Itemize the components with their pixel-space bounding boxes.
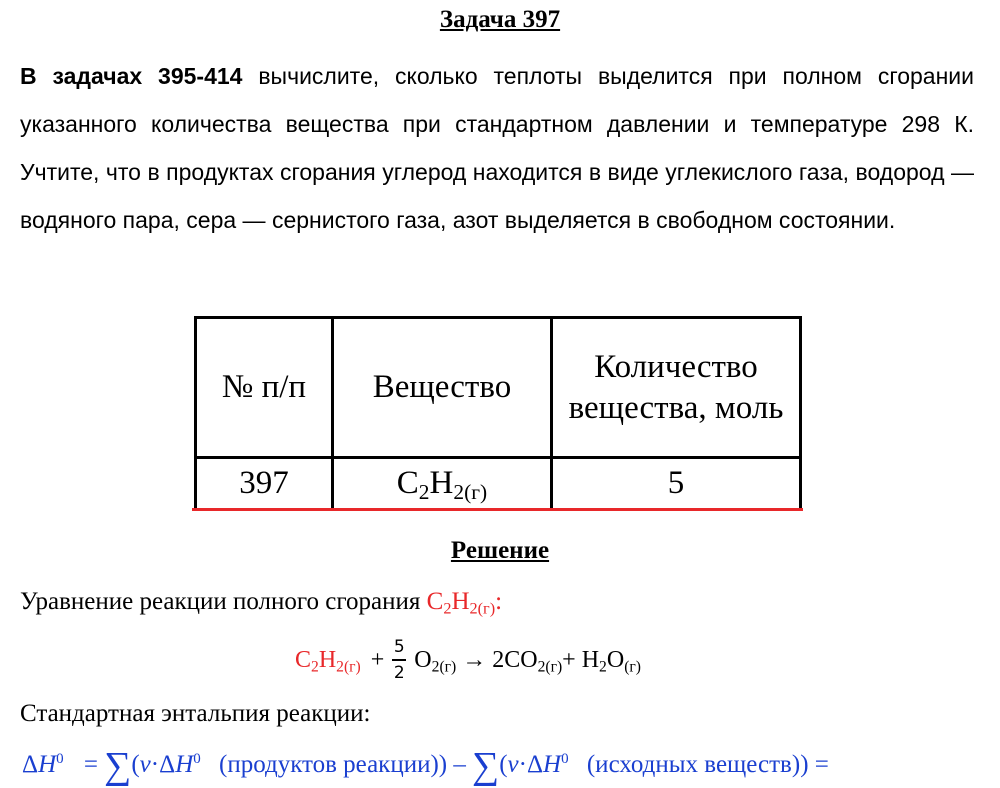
reaction-equation: $C_2H_{2(г)}$ + $\frac{5}{2}$ $O_{2(г)}$ → $2CO_{2(г)}$ + $H_2O_{(г)}$ <box>295 637 641 683</box>
enthalpy-formula: $\Delta H^0 = \sum(\nu\cdot\Delta H^0$ (продуктов реакции)) – $\sum(\nu\cdot\Delta H^0$ (исходных веществ)) = <box>22 745 829 787</box>
substance-formula: $C_2H_{2(г)}$ <box>426 588 496 618</box>
header-number: № п/п <box>196 318 333 458</box>
product-co2: → $2CO_{2(г)}$ <box>462 646 563 675</box>
reactant-o2: $O_{2(г)}$ <box>414 646 457 675</box>
enthalpy-label: Стандартная энтальпия реакции: <box>20 700 371 727</box>
product-h2o: + $H_2O_{(г)}$ <box>562 646 641 675</box>
task-title: Задача 397 <box>439 6 561 33</box>
header-amount: Количество вещества, моль <box>552 318 801 458</box>
cell-number: 397 <box>196 458 333 510</box>
cell-amount: 5 <box>552 458 801 510</box>
task-text: вычислите, сколько теплоты выделится при полном сгорании указанного количества вещества при стандартном давлении и температуре 298 К. Учтите, что в продуктах сгорания углерод находится в виде углекислого газа, водород — водяного пара, сера — сернистого газа, азот выделяется в свободном состоянии. <box>20 63 974 233</box>
substance-table <box>194 316 802 511</box>
reaction-label: Уравнение реакции полного сгорания $C_2H_{2(г)}$: <box>20 588 503 618</box>
table-header-row <box>196 318 801 458</box>
table-row <box>196 458 801 510</box>
red-underline <box>192 508 803 511</box>
reactant-c2h2: $C_2H_{2(г)}$ <box>295 646 361 675</box>
solution-title: Решение <box>450 537 550 564</box>
cell-substance: $C_2H_{2(г)}$ <box>332 458 551 510</box>
header-substance: Вещество <box>332 318 551 458</box>
task-statement <box>20 52 974 244</box>
task-range: В задачах 395-414 <box>20 63 243 89</box>
coefficient-fraction: $\frac{5}{2}$ <box>393 637 405 683</box>
